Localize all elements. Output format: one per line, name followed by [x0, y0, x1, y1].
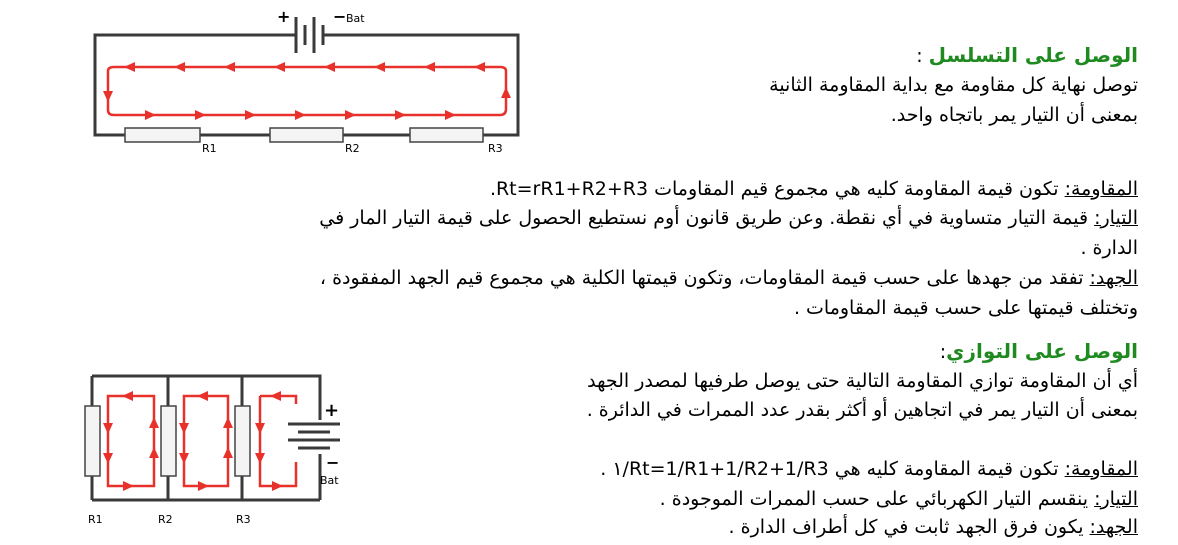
- series-resistance-line: [490, 174, 1138, 204]
- series-voltage-line: [320, 263, 1138, 293]
- parallel-battery-plus: +: [324, 400, 340, 421]
- parallel-resistor-label-r2: R2: [158, 513, 173, 526]
- resistor-label-r2: R2: [345, 142, 360, 155]
- parallel-description-line1: أي أن المقاومة توازي المقاومة التالية حتى يوصل طرفيها لمصدر الجهد: [587, 370, 1138, 392]
- parallel-circuit-diagram: [78, 368, 378, 528]
- resistor-r1: [125, 128, 200, 142]
- parallel-current-label: التيار:: [1094, 488, 1138, 510]
- parallel-description-line2: بمعنى أن التيار يمر في اتجاهين أو أكثر بقدر عدد الممرات في الدائرة .: [586, 399, 1138, 421]
- series-resistance-text: تكون قيمة المقاومة كليه هي مجموع قيم المقاومات Rt=rR1+R2+R3.: [489, 178, 1065, 200]
- parallel-current-flow: [108, 396, 296, 486]
- parallel-heading-colon: :: [939, 341, 947, 363]
- series-current-text: قيمة التيار متساوية في أي نقطة. وعن طريق قانون أوم نستطيع الحصول على قيمة التيار المار في: [319, 207, 1095, 229]
- parallel-resistor-r1: [85, 406, 100, 476]
- battery-minus-sign: −: [333, 7, 347, 26]
- series-current-line: [319, 203, 1138, 233]
- parallel-battery-label: Bat: [320, 474, 339, 487]
- series-voltage-label: الجهد:: [1089, 267, 1138, 289]
- series-circuit-diagram: [90, 5, 530, 155]
- parallel-resistor-label-r3: R3: [236, 513, 251, 526]
- series-current-arrows: [103, 62, 511, 120]
- series-current-flow: [108, 67, 506, 115]
- series-heading-colon: :: [916, 45, 929, 67]
- resistor-label-r1: R1: [202, 142, 217, 155]
- parallel-resistance-line: [600, 454, 1138, 484]
- series-current-line2: الدارة .: [1080, 237, 1138, 259]
- parallel-resistance-label: المقاومة:: [1064, 458, 1138, 480]
- parallel-resistor-r2: [161, 406, 176, 476]
- series-description-line1: توصل نهاية كل مقاومة مع بداية المقاومة الثانية: [769, 74, 1138, 96]
- parallel-voltage-text: يكون فرق الجهد ثابت في كل أطراف الدارة .: [728, 516, 1090, 538]
- series-description-line2: بمعنى أن التيار يمر باتجاه واحد.: [890, 104, 1138, 126]
- battery-label: Bat: [346, 12, 365, 25]
- parallel-current-text: ينقسم التيار الكهربائي على حسب الممرات الموجودة .: [659, 488, 1095, 510]
- resistor-r2: [270, 128, 343, 142]
- series-resistance-label: المقاومة:: [1064, 178, 1138, 200]
- parallel-resistance-text: تكون قيمة المقاومة كليه هي Rt=1/R1+1/R2+1/R3/١ .: [600, 458, 1065, 480]
- resistor-label-r3: R3: [488, 142, 503, 155]
- parallel-battery-minus: −: [326, 453, 340, 472]
- parallel-resistor-label-r1: R1: [88, 513, 103, 526]
- parallel-resistor-r3: [235, 406, 250, 476]
- series-voltage-text: تفقد من جهدها على حسب قيمة المقاومات، وتكون قيمتها الكلية هي مجموع قيم الجهد المفقودة ،: [319, 267, 1090, 289]
- parallel-battery-symbol: [283, 420, 343, 454]
- parallel-current-line: [660, 484, 1138, 514]
- parallel-voltage-line: [729, 512, 1138, 542]
- resistor-r3: [410, 128, 483, 142]
- parallel-heading: الوصل على التوازي: [946, 339, 1138, 363]
- series-heading: الوصل على التسلسل: [928, 43, 1138, 67]
- series-current-label: التيار:: [1094, 207, 1138, 229]
- battery-plus-sign: +: [277, 7, 291, 26]
- parallel-heading-line: [940, 336, 1138, 368]
- parallel-current-arrows: [103, 391, 283, 491]
- parallel-voltage-label: الجهد:: [1089, 516, 1138, 538]
- series-voltage-line2: وتختلف قيمتها على حسب قيمة المقاومات .: [793, 297, 1138, 319]
- series-heading-line: [916, 40, 1138, 72]
